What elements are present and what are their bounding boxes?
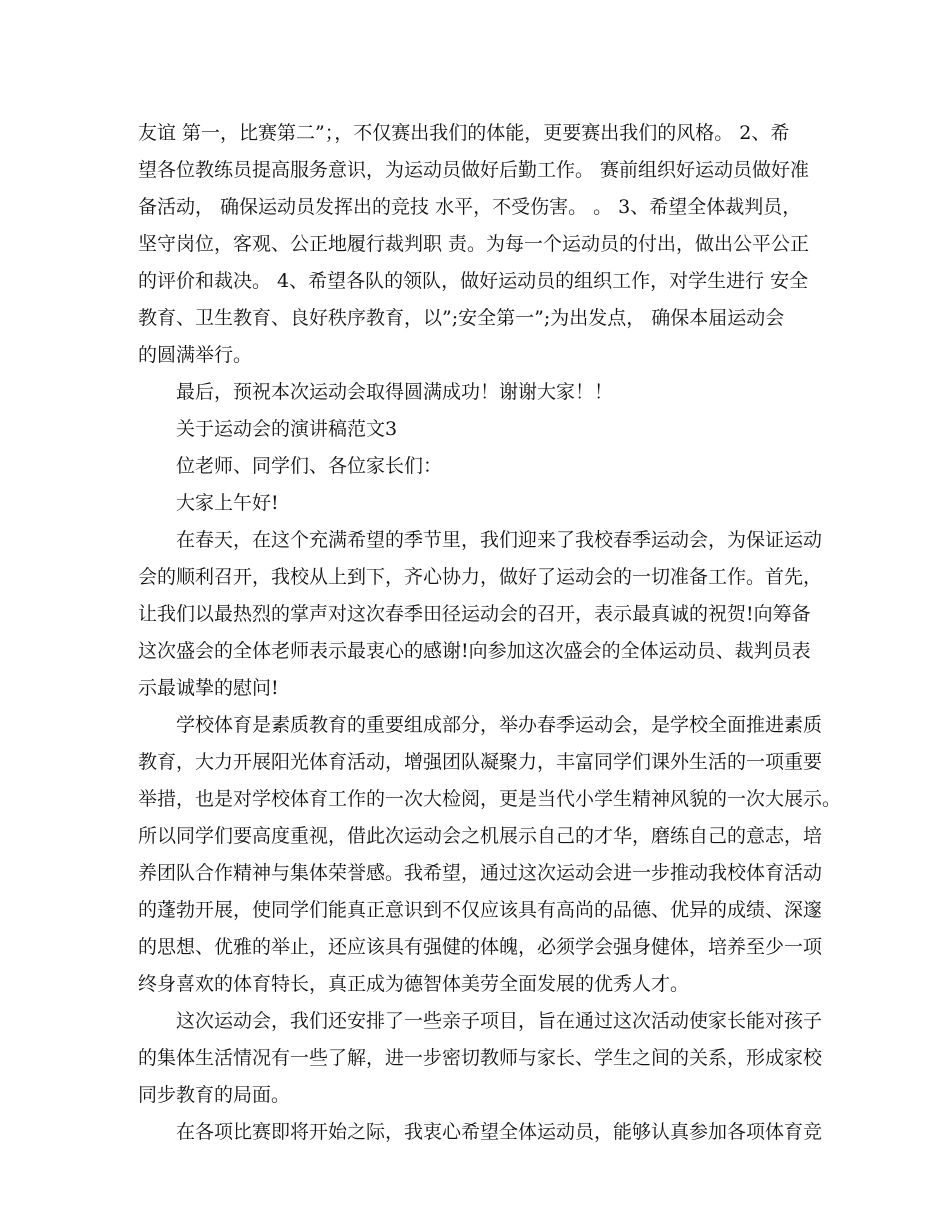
text-line: 教育、卫生教育、良好秩序教育，以”;安全第一”;为出发点， 确保本届运动会 [138,307,785,329]
text-line: 的集体生活情况有一些了解，进一步密切教师与家长、学生之间的关系，形成家校 [138,1047,823,1069]
body-text [138,115,842,1151]
text-line: 在春天，在这个充满希望的季节里，我们迎来了我校春季运动会，为保证运动 [176,529,823,551]
text-line: 在各项比赛即将开始之际，我衷心希望全体运动员，能够认真参加各项体育竞 [176,1121,823,1143]
text-line: 所以同学们要高度重视，借此次运动会之机展示自己的才华，磨练自己的意志，培 [138,825,823,847]
greeting: 大家上午好! [176,492,279,514]
text-line: 学校体育是素质教育的重要组成部分，举办春季运动会，是学校全面推进素质 [176,714,823,736]
text-line: 这次盛会的全体老师表示最衷心的感谢!向参加这次盛会的全体运动员、裁判员表 [138,640,811,662]
text-line: 示最诚挚的慰问! [138,677,279,699]
text-line: 的圆满举行。 [138,344,253,366]
salutation: 位老师、同学们、各位家长们： [176,455,443,477]
text-line: 的蓬勃开展，使同学们能真正意识到不仅应该具有高尚的品德、优异的成绩、深邃 [138,899,823,921]
text-line: 会的顺利召开，我校从上到下，齐心协力，做好了运动会的一切准备工作。首先， [138,566,823,588]
text-line: 教育，大力开展阳光体育活动，增强团队凝聚力，丰富同学们课外生活的一项重要 [138,751,823,773]
text-line: 举措，也是对学校体育工作的一次大检阅，更是当代小学生精神风貌的一次大展示。 [138,788,842,810]
text-line: 的思想、优雅的举止，还应该具有强健的体魄，必须学会强身健体，培养至少一项 [138,936,823,958]
text-line: 这次运动会，我们还安排了一些亲子项目，旨在通过这次活动使家长能对孩子 [176,1010,823,1032]
text-line: 坚守岗位，客观、公正地履行裁判职 责。为每一个运动员的付出，做出公平公正 [138,233,810,255]
text-line: 友谊 第一，比赛第二”；，不仅赛出我们的体能，更要赛出我们的风格。 2、希 [138,122,790,144]
text-line: 的评价和裁决。 4、希望各队的领队，做好运动员的组织工作，对学生进行 安全 [138,270,809,292]
section-heading: 关于运动会的演讲稿范文3 [176,418,398,440]
text-line: 备活动， 确保运动员发挥出的竞技 水平，不受伤害。 。 3、希望全体裁判员， [138,196,802,218]
text-line: 同步教育的局面。 [138,1084,291,1106]
text-line: 望各位教练员提高服务意识，为运动员做好后勤工作。 赛前组织好运动员做好准 [138,159,810,181]
text-line: 让我们以最热烈的掌声对这次春季田径运动会的召开，表示最真诚的祝贺!向筹备 [138,603,811,625]
text-line: 最后，预祝本次运动会取得圆满成功！谢谢大家！！ [176,381,614,403]
text-line: 养团队合作精神与集体荣誉感。我希望，通过这次运动会进一步推动我校体育活动 [138,862,823,884]
text-line: 终身喜欢的体育特长，真正成为德智体美劳全面发展的优秀人才。 [138,973,690,995]
